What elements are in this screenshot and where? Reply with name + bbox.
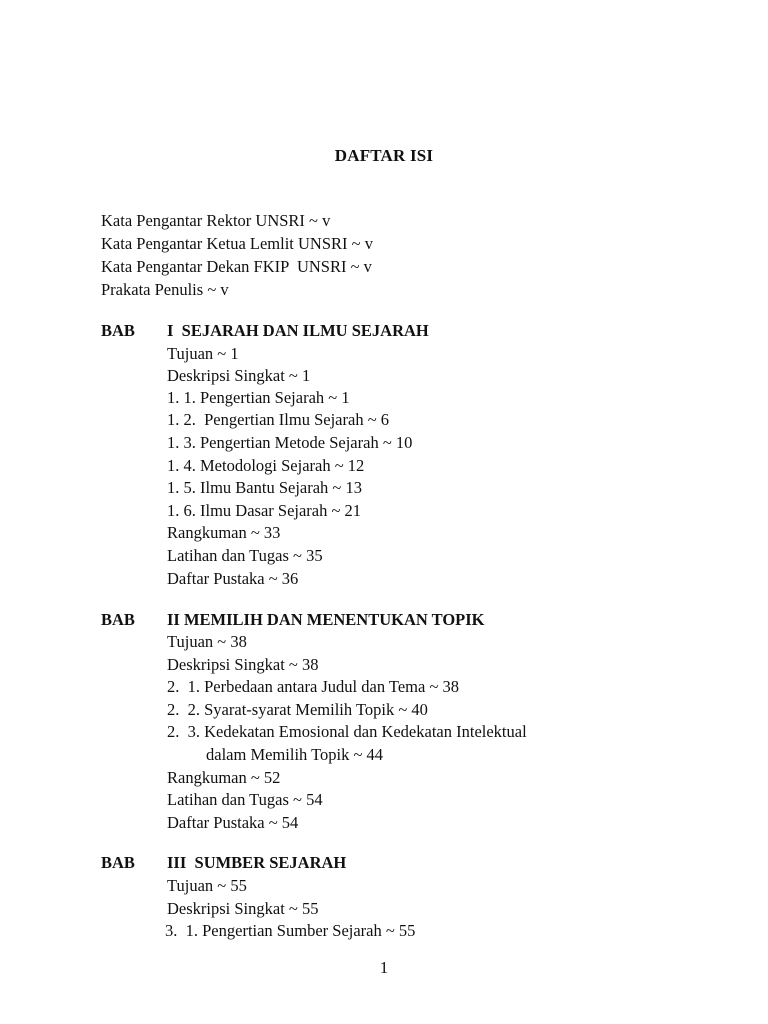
- page-title: DAFTAR ISI: [334, 146, 434, 165]
- toc-entry: Rangkuman ~ 52: [167, 768, 281, 787]
- toc-entry-front-matter: Kata Pengantar Dekan FKIP UNSRI ~ v: [101, 257, 372, 276]
- toc-entry: Tujuan ~ 1: [167, 344, 239, 363]
- toc-entry: 1. 5. Ilmu Bantu Sejarah ~ 13: [167, 478, 362, 497]
- toc-entry: 1. 6. Ilmu Dasar Sejarah ~ 21: [167, 501, 362, 520]
- toc-entry: 2. 1. Perbedaan antara Judul dan Tema ~ 38: [167, 677, 460, 696]
- toc-entry: Daftar Pustaka ~ 36: [167, 569, 299, 588]
- toc-entry: Latihan dan Tugas ~ 35: [167, 546, 323, 565]
- toc-entry: 1. 2. Pengertian Ilmu Sejarah ~ 6: [167, 410, 390, 429]
- toc-entry: Latihan dan Tugas ~ 54: [167, 790, 323, 809]
- toc-entry: Rangkuman ~ 33: [167, 523, 281, 542]
- chapter-heading: I SEJARAH DAN ILMU SEJARAH: [167, 321, 429, 340]
- toc-entry: 3. 1. Pengertian Sumber Sejarah ~ 55: [165, 921, 416, 940]
- toc-entry-continuation: dalam Memilih Topik ~ 44: [206, 745, 384, 764]
- toc-entry: Tujuan ~ 55: [167, 876, 247, 895]
- toc-entry: Deskripsi Singkat ~ 38: [167, 655, 319, 674]
- chapter-heading: III SUMBER SEJARAH: [167, 853, 347, 872]
- chapter-label: BAB: [101, 610, 135, 629]
- toc-entry: 2. 2. Syarat-syarat Memilih Topik ~ 40: [167, 700, 428, 719]
- toc-entry: Tujuan ~ 38: [167, 632, 247, 651]
- toc-entry-front-matter: Kata Pengantar Rektor UNSRI ~ v: [101, 211, 331, 230]
- chapter-label: BAB: [101, 853, 135, 872]
- toc-entry: 2. 3. Kedekatan Emosional dan Kedekatan Intelektual: [167, 722, 527, 741]
- toc-entry: 1. 4. Metodologi Sejarah ~ 12: [167, 456, 365, 475]
- toc-entry: Daftar Pustaka ~ 54: [167, 813, 299, 832]
- chapter-heading: II MEMILIH DAN MENENTUKAN TOPIK: [167, 610, 485, 629]
- toc-entry-front-matter: Kata Pengantar Ketua Lemlit UNSRI ~ v: [101, 234, 373, 253]
- toc-entry: Deskripsi Singkat ~ 1: [167, 366, 311, 385]
- toc-entry-front-matter: Prakata Penulis ~ v: [101, 280, 229, 299]
- chapter-label: BAB: [101, 321, 135, 340]
- toc-entry: Deskripsi Singkat ~ 55: [167, 899, 319, 918]
- toc-entry: 1. 3. Pengertian Metode Sejarah ~ 10: [167, 433, 413, 452]
- toc-entry: 1. 1. Pengertian Sejarah ~ 1: [167, 388, 350, 407]
- page-number: 1: [379, 958, 389, 977]
